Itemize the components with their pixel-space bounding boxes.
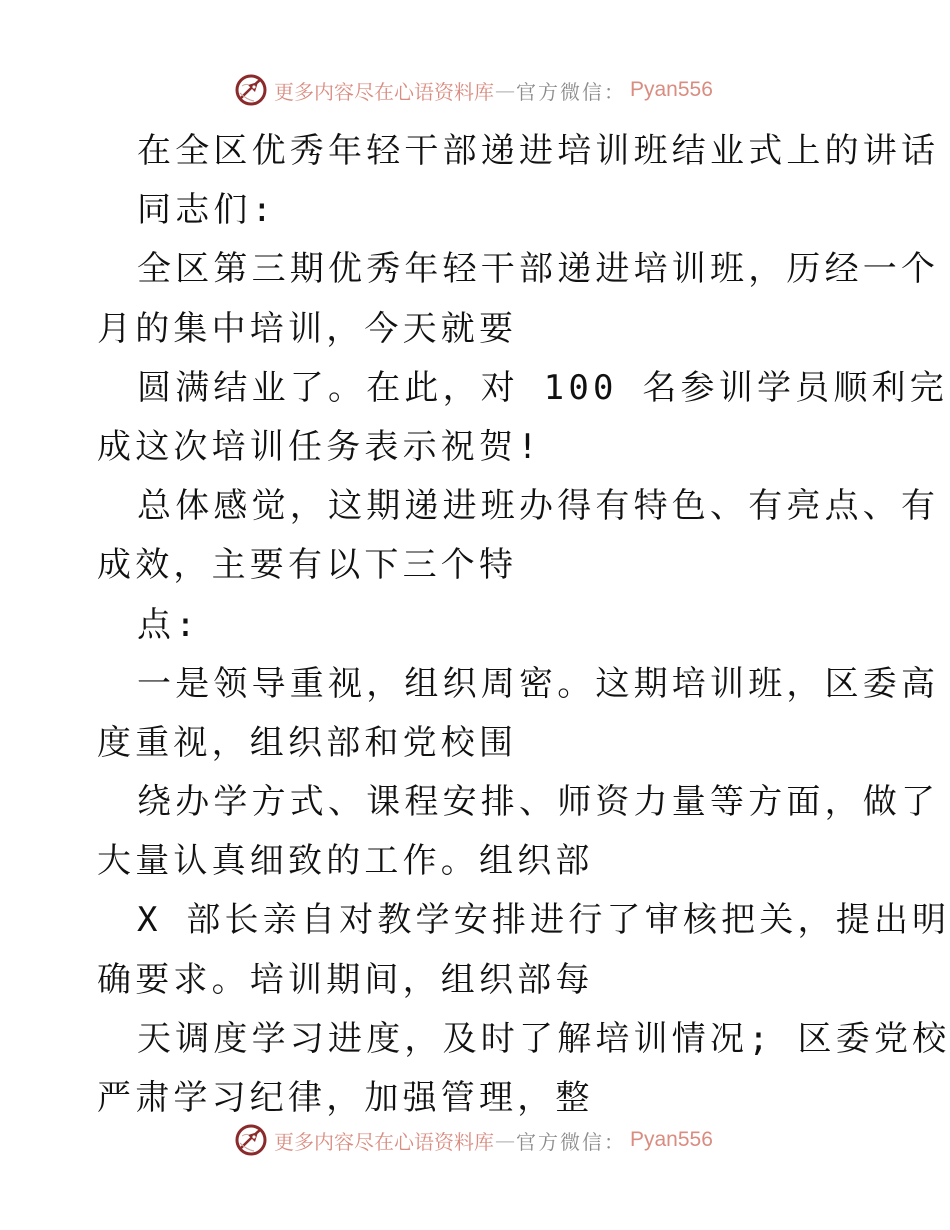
watermark-wechat-label: 官方微信： xyxy=(516,1129,626,1154)
watermark-wechat-id: Pyan556 xyxy=(630,1128,713,1151)
footer-watermark xyxy=(234,1122,713,1158)
paragraph-line: 圆满结业了。在此，对 100 名参训学员顺利完 xyxy=(137,367,948,408)
watermark-text: 更多内容尽在心语资料库 xyxy=(274,1129,494,1154)
paragraph-line: 一是领导重视，组织周密。这期培训班，区委高 xyxy=(137,663,940,704)
paragraph-line: 大量认真细致的工作。组织部 xyxy=(97,841,594,882)
paragraph-line: 点: xyxy=(137,604,200,645)
paragraph-line: 成效，主要有以下三个特 xyxy=(97,545,518,586)
paragraph-line: 严肃学习纪律，加强管理，整 xyxy=(97,1078,594,1118)
watermark-text: 更多内容尽在心语资料库 xyxy=(274,79,494,104)
watermark-wechat-label: 官方微信： xyxy=(516,79,626,104)
watermark-wechat-id: Pyan556 xyxy=(630,78,713,101)
pen-nib-circle-icon xyxy=(234,1123,268,1157)
paragraph-line: 绕办学方式、课程安排、师资力量等方面，做了 xyxy=(137,782,940,823)
paragraph-line: 全区第三期优秀年轻干部递进培训班，历经一个 xyxy=(137,249,940,290)
watermark-dash: — xyxy=(495,78,515,102)
document-title: 在全区优秀年轻干部递进培训班结业式上的讲话 xyxy=(137,131,940,171)
paragraph-line: 成这次培训任务表示祝贺! xyxy=(97,426,542,467)
paragraph-line: 确要求。培训期间，组织部每 xyxy=(97,959,594,1000)
paragraph-line: 总体感觉，这期递进班办得有特色、有亮点、有 xyxy=(137,486,940,527)
paragraph-line: 天调度学习进度，及时了解培训情况; 区委党校 xyxy=(137,1018,950,1059)
paragraph-line: 度重视，组织部和党校围 xyxy=(97,722,518,763)
watermark-dash: — xyxy=(495,1128,515,1152)
salutation: 同志们: xyxy=(137,190,277,231)
document-body xyxy=(97,122,950,1128)
paragraph-line: 月的集中培训，今天就要 xyxy=(97,308,518,349)
header-watermark xyxy=(234,72,713,108)
paragraph-line: X 部长亲自对教学安排进行了审核把关，提出明 xyxy=(137,900,950,941)
pen-nib-circle-icon xyxy=(234,73,268,107)
